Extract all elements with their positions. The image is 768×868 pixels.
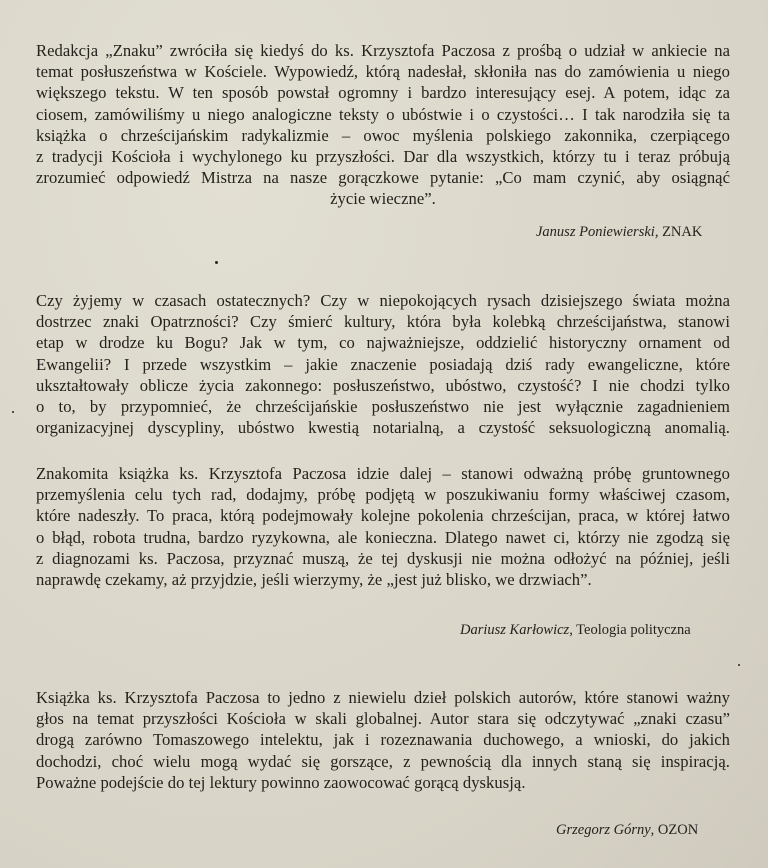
text-line: które nadeszły. To praca, którą podejmowały kolejne pokolenia chrześcijan, praca, w której łatwo (36, 506, 730, 526)
text-line: Czy żyjemy w czasach ostatecznych? Czy w niepokojących rysach dzisiejszego świata można (36, 291, 730, 310)
text-line: książka o chrześcijańskim radykalizmie – owoc myślenia polskiego zakonnika, czerpiącego (36, 125, 730, 145)
dust-speck (738, 664, 740, 666)
text-line: Książka ks. Krzysztofa Paczosa to jedno z niewielu dzieł polskich autorów, które stanowi ważny (36, 688, 730, 707)
author-name: Janusz Poniewierski (536, 224, 655, 240)
text-line: naprawdę czekamy, aż przyjdzie, jeśli wierzymy, że „jest już blisko, we drzwiach”. (36, 570, 592, 590)
attribution-znak (536, 224, 702, 241)
attribution-teologia (460, 622, 691, 639)
author-name: Grzegorz Górny (556, 822, 651, 838)
source-name: , ZNAK (654, 224, 703, 240)
text-line: zrozumieć odpowiedź Mistrza na nasze gorączkowe pytanie: „Co mam czynić, aby osiągnąć (36, 168, 730, 188)
text-line: dochodzi, choć wielu mogą wydać się gorszące, z pewnością dla innych staną się inspiracją. (36, 751, 730, 771)
text-line: z diagnozami ks. Paczosa, przyznać muszą, że tej dyskusji nie można odłożyć na później, jeśli (36, 548, 730, 568)
blurb-znak (36, 40, 730, 210)
text-line: organizacyjnej dyscypliny, ubóstwo kwestią notarialną, a czystość seksuologiczną anomalią. (36, 418, 730, 438)
text-line: temat posłuszeństwa w Kościele. Wypowiedź, którą nadesłał, skłoniła nas do zamówienia u niego (36, 62, 730, 82)
text-line: większego tekstu. W ten sposób powstał ogromny i bardzo interesujący esej. A potem, idąc za (36, 83, 730, 103)
text-line: o błąd, robota trudna, bardzo ryzykowna, ale konieczna. Dlatego nawet ci, którzy nie zgodzą się (36, 527, 730, 547)
text-line: ukształtowały oblicze życia zakonnego: posłuszeństwo, ubóstwo, czystość? I nie chodzi tylko (36, 375, 730, 395)
text-line: o to, by przypomnieć, że chrześcijańskie posłuszeństwo nie jest wyłącznie zagadnieniem (36, 397, 730, 417)
text-line: drogą zarówno Tomaszowego intelektu, jak i rozeznawania duchowego, a wnioski, do jakich (36, 730, 730, 750)
text-line: głos na temat przyszłości Kościoła w skali globalnej. Autor stara się odczytywać „znaki czasu” (36, 709, 730, 729)
text-line: Redakcja „Znaku” zwróciła się kiedyś do ks. Krzysztofa Paczosa z prośbą o udział w ankiecie na (36, 41, 730, 60)
dust-speck (12, 411, 14, 413)
dust-speck (215, 261, 218, 264)
text-line: Poważne podejście do tej lektury powinno zaowocować gorącą dyskusją. (36, 772, 526, 792)
blurb-teologia-part2 (36, 463, 730, 590)
source-name: , OZON (650, 822, 699, 838)
blurb-teologia-part1 (36, 290, 730, 438)
text-line: z tradycji Kościoła i wychylonego ku przyszłości. Dar dla wszystkich, którzy tu i teraz próbują (36, 147, 730, 167)
attribution-ozon (556, 822, 698, 839)
text-line: Ewangelii? I przede wszystkim – jakie znaczenie posiadają dziś rady ewangeliczne, które (36, 354, 730, 374)
source-name: , Teologia polityczna (569, 622, 691, 638)
text-line: Znakomita książka ks. Krzysztofa Paczosa idzie dalej – stanowi odważną próbę gruntownego (36, 464, 730, 483)
text-line: przemyślenia celu tych rad, dodajmy, próbę podjętą w poszukiwaniu formy właściwej czasom, (36, 485, 730, 505)
text-line: ciosem, zamówiliśmy u niego analogiczne teksty o ubóstwie i o czystości… I tak narodziła się ta (36, 104, 730, 124)
blurb-ozon (36, 687, 730, 793)
text-line: etap w drodze ku Bogu? Jak w tym, co najważniejsze, oddzielić historyczny ornament od (36, 333, 730, 353)
text-line: dostrzec znaki Opatrzności? Czy śmierć kultury, która była kolebką chrześcijaństwa, stanowi (36, 312, 730, 332)
author-name: Dariusz Karłowicz (460, 622, 570, 638)
text-line: życie wieczne”. (330, 189, 436, 209)
